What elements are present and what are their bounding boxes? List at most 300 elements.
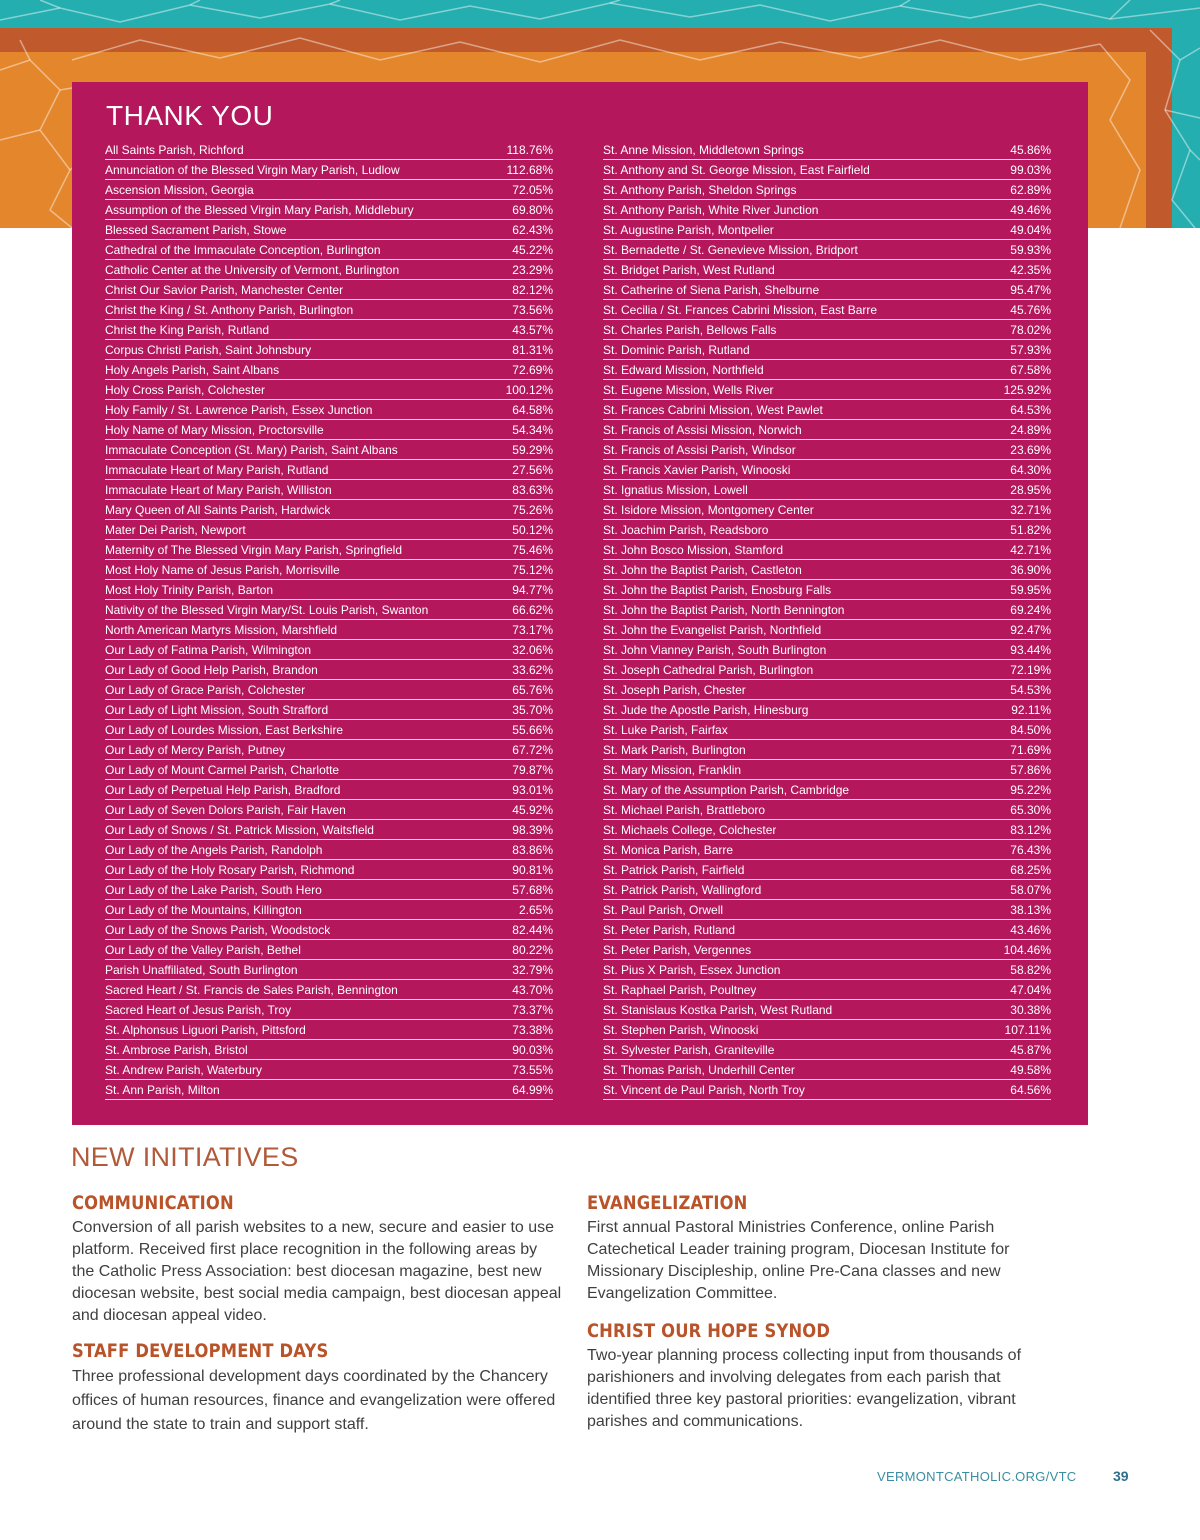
parish-percentage: 65.30% — [1010, 803, 1051, 817]
parish-row — [603, 360, 1051, 380]
parish-name: St. Anthony Parish, White River Junction — [603, 203, 819, 217]
parish-row — [105, 800, 553, 820]
parish-percentage: 66.62% — [512, 603, 553, 617]
parish-percentage: 94.77% — [512, 583, 553, 597]
parish-percentage: 125.92% — [1003, 383, 1051, 397]
parish-row — [603, 560, 1051, 580]
parish-name: Cathedral of the Immaculate Conception, Burlington — [105, 243, 381, 257]
parish-percentage: 98.39% — [512, 823, 553, 837]
parish-name: St. Anthony Parish, Sheldon Springs — [603, 183, 797, 197]
parish-name: St. Joseph Cathedral Parish, Burlington — [603, 663, 814, 677]
parish-percentage: 92.11% — [1011, 703, 1051, 717]
parish-name: St. Andrew Parish, Waterbury — [105, 1063, 262, 1077]
parish-name: St. Jude the Apostle Parish, Hinesburg — [603, 703, 809, 717]
parish-percentage: 32.71% — [1010, 503, 1051, 517]
parish-name: St. Joachim Parish, Readsboro — [603, 523, 769, 537]
parish-name: St. Mary Mission, Franklin — [603, 763, 742, 777]
parish-name: St. Patrick Parish, Fairfield — [603, 863, 745, 877]
parish-percentage: 45.22% — [512, 243, 553, 257]
parish-percentage: 80.22% — [512, 943, 553, 957]
parish-row — [603, 140, 1051, 160]
parish-percentage: 69.24% — [1010, 603, 1051, 617]
parish-percentage: 54.53% — [1010, 683, 1051, 697]
parish-percentage: 81.31% — [512, 343, 553, 357]
parish-percentage: 83.12% — [1010, 823, 1051, 837]
parish-name: St. Augustine Parish, Montpelier — [603, 223, 774, 237]
parish-percentage: 83.63% — [512, 483, 553, 497]
parish-name: Blessed Sacrament Parish, Stowe — [105, 223, 287, 237]
parish-row — [105, 600, 553, 620]
parish-row — [105, 680, 553, 700]
parish-name: St. Raphael Parish, Poultney — [603, 983, 757, 997]
parish-name: St. Francis of Assisi Parish, Windsor — [603, 443, 796, 457]
parish-row — [105, 1040, 553, 1060]
parish-percentage: 79.87% — [512, 763, 553, 777]
parish-name: St. Anne Mission, Middletown Springs — [603, 143, 804, 157]
parish-percentage: 90.03% — [512, 1043, 553, 1057]
parish-row — [105, 360, 553, 380]
parish-percentage: 104.46% — [1003, 943, 1051, 957]
parish-percentage: 64.53% — [1010, 403, 1051, 417]
parish-name: Mater Dei Parish, Newport — [105, 523, 246, 537]
parish-name: Mary Queen of All Saints Parish, Hardwick — [105, 503, 331, 517]
parish-name: St. Sylvester Parish, Graniteville — [603, 1043, 775, 1057]
parish-list-left — [105, 140, 553, 1100]
parish-row — [105, 700, 553, 720]
parish-row — [603, 180, 1051, 200]
parish-row — [105, 440, 553, 460]
parish-name: St. Ignatius Mission, Lowell — [603, 483, 748, 497]
parish-row — [603, 460, 1051, 480]
parish-percentage: 72.19% — [1010, 663, 1051, 677]
parish-percentage: 99.03% — [1010, 163, 1051, 177]
parish-row — [603, 1060, 1051, 1080]
parish-name: St. Mark Parish, Burlington — [603, 743, 746, 757]
parish-row — [603, 860, 1051, 880]
parish-row — [105, 320, 553, 340]
parish-name: Christ the King Parish, Rutland — [105, 323, 270, 337]
parish-row — [603, 980, 1051, 1000]
parish-name: St. Thomas Parish, Underhill Center — [603, 1063, 795, 1077]
parish-row — [105, 920, 553, 940]
parish-name: Our Lady of Fatima Parish, Wilmington — [105, 643, 312, 657]
parish-percentage: 62.89% — [1010, 183, 1051, 197]
parish-name: Immaculate Heart of Mary Parish, Rutland — [105, 463, 329, 477]
parish-percentage: 49.04% — [1010, 223, 1051, 237]
parish-row — [105, 820, 553, 840]
parish-row — [603, 580, 1051, 600]
parish-name: St. Ambrose Parish, Bristol — [105, 1043, 248, 1057]
staff-development-body: Three professional development days coordinated by the Chancery offices of human resources, finance and evangelization were offered around the state to train and support staff. — [72, 1368, 556, 1433]
parish-name: St. Anthony and St. George Mission, East Fairfield — [603, 163, 870, 177]
parish-percentage: 92.47% — [1010, 623, 1051, 637]
parish-row — [105, 220, 553, 240]
parish-row — [603, 520, 1051, 540]
parish-name: Our Lady of Snows / St. Patrick Mission, Waitsfield — [105, 823, 374, 837]
parish-percentage: 93.01% — [512, 783, 553, 797]
parish-percentage: 71.69% — [1010, 743, 1051, 757]
parish-name: Our Lady of Grace Parish, Colchester — [105, 683, 306, 697]
parish-row — [105, 260, 553, 280]
parish-percentage: 27.56% — [512, 463, 553, 477]
parish-percentage: 42.35% — [1010, 263, 1051, 277]
parish-name: Our Lady of Mercy Parish, Putney — [105, 743, 286, 757]
parish-percentage: 67.72% — [512, 743, 553, 757]
parish-row — [603, 380, 1051, 400]
parish-row — [603, 700, 1051, 720]
parish-name: Holy Family / St. Lawrence Parish, Essex Junction — [105, 403, 373, 417]
parish-row — [603, 600, 1051, 620]
parish-name: St. Isidore Mission, Montgomery Center — [603, 503, 814, 517]
parish-percentage: 28.95% — [1010, 483, 1051, 497]
parish-row — [603, 720, 1051, 740]
parish-row — [105, 180, 553, 200]
parish-row — [105, 780, 553, 800]
parish-percentage: 35.70% — [512, 703, 553, 717]
parish-name: Annunciation of the Blessed Virgin Mary Parish, Ludlow — [105, 163, 400, 177]
parish-percentage: 42.71% — [1010, 543, 1051, 557]
parish-name: All Saints Parish, Richford — [105, 143, 244, 157]
parish-name: St. John the Evangelist Parish, Northfield — [603, 623, 822, 637]
parish-row — [105, 640, 553, 660]
parish-row — [603, 840, 1051, 860]
parish-percentage: 95.22% — [1010, 783, 1051, 797]
parish-row — [603, 1040, 1051, 1060]
parish-percentage: 59.93% — [1010, 243, 1051, 257]
parish-percentage: 75.46% — [512, 543, 553, 557]
parish-row — [603, 320, 1051, 340]
parish-row — [105, 560, 553, 580]
parish-percentage: 73.56% — [512, 303, 553, 317]
parish-row — [105, 300, 553, 320]
parish-percentage: 78.02% — [1010, 323, 1051, 337]
parish-name: Ascension Mission, Georgia — [105, 183, 254, 197]
parish-percentage: 84.50% — [1010, 723, 1051, 737]
parish-name: Parish Unaffiliated, South Burlington — [105, 963, 298, 977]
parish-percentage: 30.38% — [1010, 1003, 1051, 1017]
parish-percentage: 43.46% — [1010, 923, 1051, 937]
parish-name: St. John the Baptist Parish, Enosburg Falls — [603, 583, 832, 597]
parish-name: Maternity of The Blessed Virgin Mary Parish, Springfield — [105, 543, 403, 557]
parish-percentage: 43.70% — [512, 983, 553, 997]
parish-row — [603, 640, 1051, 660]
parish-name: St. Francis of Assisi Mission, Norwich — [603, 423, 802, 437]
parish-percentage: 83.86% — [512, 843, 553, 857]
parish-name: St. Vincent de Paul Parish, North Troy — [603, 1083, 805, 1097]
parish-percentage: 45.87% — [1010, 1043, 1051, 1057]
parish-row — [603, 160, 1051, 180]
parish-percentage: 73.17% — [512, 623, 553, 637]
parish-row — [603, 940, 1051, 960]
parish-row — [603, 260, 1051, 280]
parish-percentage: 72.05% — [512, 183, 553, 197]
parish-name: St. Catherine of Siena Parish, Shelburne — [603, 283, 820, 297]
parish-name: Corpus Christi Parish, Saint Johnsbury — [105, 343, 312, 357]
parish-percentage: 50.12% — [512, 523, 553, 537]
parish-row — [105, 280, 553, 300]
parish-percentage: 45.92% — [512, 803, 553, 817]
parish-row — [105, 520, 553, 540]
parish-percentage: 23.29% — [512, 263, 553, 277]
parish-percentage: 95.47% — [1010, 283, 1051, 297]
parish-percentage: 107.11% — [1004, 1023, 1051, 1037]
parish-name: St. Stanislaus Kostka Parish, West Rutland — [603, 1003, 833, 1017]
parish-name: St. John Bosco Mission, Stamford — [603, 543, 784, 557]
parish-row — [105, 400, 553, 420]
parish-name: Sacred Heart of Jesus Parish, Troy — [105, 1003, 292, 1017]
parish-name: Our Lady of the Snows Parish, Woodstock — [105, 923, 331, 937]
parish-percentage: 57.93% — [1010, 343, 1051, 357]
parish-row — [603, 440, 1051, 460]
parish-row — [105, 1000, 553, 1020]
parish-name: Sacred Heart / St. Francis de Sales Parish, Bennington — [105, 983, 398, 997]
parish-row — [105, 1080, 553, 1100]
staff-development-heading: STAFF DEVELOPMENT DAYS — [72, 1340, 329, 1362]
parish-name: St. Francis Xavier Parish, Winooski — [603, 463, 791, 477]
parish-name: Most Holy Name of Jesus Parish, Morrisville — [105, 563, 340, 577]
parish-percentage: 118.76% — [506, 143, 553, 157]
communication-section — [72, 1192, 562, 1327]
thank-you-panel — [72, 82, 1088, 1125]
parish-percentage: 62.43% — [512, 223, 553, 237]
parish-row — [105, 940, 553, 960]
parish-name: St. John Vianney Parish, South Burlington — [603, 643, 827, 657]
parish-row — [603, 920, 1051, 940]
parish-percentage: 38.13% — [1010, 903, 1051, 917]
parish-percentage: 59.29% — [512, 443, 553, 457]
parish-name: St. Monica Parish, Barre — [603, 843, 734, 857]
thank-you-title: THANK YOU — [106, 100, 274, 131]
parish-row — [603, 400, 1051, 420]
parish-name: St. Paul Parish, Orwell — [603, 903, 724, 917]
parish-row — [603, 1000, 1051, 1020]
parish-percentage: 58.82% — [1010, 963, 1051, 977]
parish-row — [603, 800, 1051, 820]
parish-percentage: 75.26% — [512, 503, 553, 517]
parish-percentage: 47.04% — [1010, 983, 1051, 997]
parish-percentage: 73.55% — [512, 1063, 553, 1077]
parish-row — [105, 840, 553, 860]
parish-row — [603, 220, 1051, 240]
parish-list-right — [603, 140, 1051, 1100]
parish-percentage: 73.38% — [512, 1023, 553, 1037]
parish-percentage: 49.58% — [1010, 1063, 1051, 1077]
parish-name: St. Pius X Parish, Essex Junction — [603, 963, 781, 977]
parish-percentage: 32.79% — [512, 963, 553, 977]
parish-row — [105, 420, 553, 440]
parish-percentage: 93.44% — [1010, 643, 1051, 657]
parish-name: St. John the Baptist Parish, North Bennington — [603, 603, 845, 617]
parish-row — [603, 780, 1051, 800]
synod-section — [587, 1320, 1047, 1433]
parish-percentage: 49.46% — [1010, 203, 1051, 217]
parish-name: Our Lady of the Valley Parish, Bethel — [105, 943, 301, 957]
parish-row — [105, 720, 553, 740]
parish-name: Catholic Center at the University of Vermont, Burlington — [105, 263, 400, 277]
parish-row — [603, 740, 1051, 760]
parish-row — [105, 860, 553, 880]
parish-name: St. Michael Parish, Brattleboro — [603, 803, 766, 817]
parish-name: St. Frances Cabrini Mission, West Pawlet — [603, 403, 823, 417]
parish-name: Our Lady of the Angels Parish, Randolph — [105, 843, 323, 857]
parish-row — [105, 460, 553, 480]
parish-row — [105, 380, 553, 400]
communication-body: Conversion of all parish websites to a new, secure and easier to use platform. Received first place recognition in the following areas by the Catholic Press Association: best diocesan magazine, best new diocesan website, best social media campaign, best diocesan appeal and diocesan appeal video. — [72, 1219, 562, 1324]
parish-name: Our Lady of Good Help Parish, Brandon — [105, 663, 318, 677]
parish-percentage: 64.30% — [1010, 463, 1051, 477]
parish-percentage: 82.12% — [512, 283, 553, 297]
parish-name: North American Martyrs Mission, Marshfield — [105, 623, 338, 637]
parish-name: Our Lady of the Mountains, Killington — [105, 903, 302, 917]
communication-heading: COMMUNICATION — [72, 1192, 234, 1214]
parish-name: St. Ann Parish, Milton — [105, 1083, 220, 1097]
parish-name: St. Patrick Parish, Wallingford — [603, 883, 762, 897]
parish-row — [603, 420, 1051, 440]
synod-body: Two-year planning process collecting input from thousands of parishioners and involving delegates from each parish that identified three key pastoral priorities: evangelization, vibrant parishes and communications. — [587, 1347, 1022, 1430]
parish-name: Nativity of the Blessed Virgin Mary/St. Louis Parish, Swanton — [105, 603, 429, 617]
parish-percentage: 32.06% — [512, 643, 553, 657]
parish-percentage: 82.44% — [512, 923, 553, 937]
parish-percentage: 76.43% — [1010, 843, 1051, 857]
parish-name: St. Mary of the Assumption Parish, Cambridge — [603, 783, 850, 797]
parish-name: St. Alphonsus Liguori Parish, Pittsford — [105, 1023, 306, 1037]
parish-name: Immaculate Conception (St. Mary) Parish, Saint Albans — [105, 443, 398, 457]
parish-row — [105, 580, 553, 600]
parish-row — [603, 240, 1051, 260]
parish-row — [105, 1060, 553, 1080]
parish-name: St. John the Baptist Parish, Castleton — [603, 563, 802, 577]
parish-row — [603, 480, 1051, 500]
parish-percentage: 55.66% — [512, 723, 553, 737]
parish-percentage: 75.12% — [512, 563, 553, 577]
parish-row — [105, 980, 553, 1000]
parish-row — [603, 820, 1051, 840]
parish-row — [105, 200, 553, 220]
parish-percentage: 2.65% — [518, 903, 553, 917]
parish-row — [603, 1020, 1051, 1040]
parish-name: St. Peter Parish, Rutland — [603, 923, 736, 937]
parish-percentage: 112.68% — [506, 163, 553, 177]
parish-percentage: 64.99% — [512, 1083, 553, 1097]
parish-row — [105, 960, 553, 980]
parish-name: Immaculate Heart of Mary Parish, Williston — [105, 483, 332, 497]
parish-name: Holy Name of Mary Mission, Proctorsville — [105, 423, 324, 437]
parish-name: St. Joseph Parish, Chester — [603, 683, 746, 697]
parish-name: Our Lady of the Lake Parish, South Hero — [105, 883, 322, 897]
parish-name: St. Bernadette / St. Genevieve Mission, Bridport — [603, 243, 858, 257]
parish-percentage: 57.86% — [1010, 763, 1051, 777]
page-number: 39 — [1113, 1468, 1129, 1484]
parish-row — [603, 620, 1051, 640]
parish-percentage: 65.76% — [512, 683, 553, 697]
parish-percentage: 36.90% — [1010, 563, 1051, 577]
parish-name: St. Bridget Parish, West Rutland — [603, 263, 775, 277]
parish-row — [603, 900, 1051, 920]
evangelization-section — [587, 1192, 1047, 1305]
parish-name: St. Luke Parish, Fairfax — [603, 723, 728, 737]
parish-percentage: 90.81% — [512, 863, 553, 877]
synod-heading: CHRIST OUR HOPE SYNOD — [587, 1320, 831, 1342]
parish-name: Christ Our Savior Parish, Manchester Center — [105, 283, 344, 297]
new-initiatives-title: NEW INITIATIVES — [71, 1142, 299, 1172]
parish-name: Our Lady of the Holy Rosary Parish, Richmond — [105, 863, 355, 877]
parish-percentage: 73.37% — [512, 1003, 553, 1017]
parish-name: St. Edward Mission, Northfield — [603, 363, 764, 377]
parish-row — [603, 880, 1051, 900]
parish-name: Our Lady of Seven Dolors Parish, Fair Haven — [105, 803, 346, 817]
parish-percentage: 69.80% — [512, 203, 553, 217]
parish-percentage: 59.95% — [1010, 583, 1051, 597]
parish-percentage: 24.89% — [1010, 423, 1051, 437]
parish-name: Assumption of the Blessed Virgin Mary Parish, Middlebury — [105, 203, 414, 217]
evangelization-heading: EVANGELIZATION — [587, 1192, 748, 1214]
parish-name: Our Lady of Mount Carmel Parish, Charlotte — [105, 763, 340, 777]
parish-row — [603, 1080, 1051, 1100]
parish-percentage: 45.86% — [1010, 143, 1051, 157]
parish-name: Holy Angels Parish, Saint Albans — [105, 363, 280, 377]
parish-name: St. Dominic Parish, Rutland — [603, 343, 750, 357]
parish-percentage: 100.12% — [505, 383, 553, 397]
parish-name: St. Cecilia / St. Frances Cabrini Mission, East Barre — [603, 303, 878, 317]
parish-row — [105, 760, 553, 780]
parish-row — [105, 620, 553, 640]
parish-percentage: 58.07% — [1010, 883, 1051, 897]
parish-row — [603, 200, 1051, 220]
parish-row — [603, 760, 1051, 780]
parish-name: Holy Cross Parish, Colchester — [105, 383, 266, 397]
parish-row — [603, 540, 1051, 560]
parish-row — [603, 280, 1051, 300]
parish-row — [603, 660, 1051, 680]
footer-url-link[interactable]: VERMONTCATHOLIC.ORG/VTC — [877, 1469, 1077, 1484]
parish-row — [105, 880, 553, 900]
evangelization-body: First annual Pastoral Ministries Conference, online Parish Catechetical Leader training program, Diocesan Institute for Missionary Discipleship, online Pre-Cana classes and new Evangelization Committee. — [587, 1219, 1010, 1302]
parish-row — [603, 300, 1051, 320]
parish-name: St. Eugene Mission, Wells River — [603, 383, 774, 397]
parish-row — [105, 500, 553, 520]
parish-percentage: 23.69% — [1010, 443, 1051, 457]
parish-row — [105, 660, 553, 680]
parish-row — [603, 500, 1051, 520]
parish-name: Our Lady of Light Mission, South Strafford — [105, 703, 329, 717]
parish-row — [105, 160, 553, 180]
parish-name: St. Charles Parish, Bellows Falls — [603, 323, 777, 337]
parish-row — [603, 960, 1051, 980]
parish-name: Our Lady of Lourdes Mission, East Berkshire — [105, 723, 344, 737]
parish-row — [105, 1020, 553, 1040]
parish-percentage: 33.62% — [512, 663, 553, 677]
parish-percentage: 54.34% — [512, 423, 553, 437]
parish-name: Most Holy Trinity Parish, Barton — [105, 583, 274, 597]
staff-development-section — [72, 1340, 562, 1437]
parish-name: St. Stephen Parish, Winooski — [603, 1023, 759, 1037]
parish-row — [603, 340, 1051, 360]
parish-percentage: 43.57% — [512, 323, 553, 337]
parish-percentage: 64.58% — [512, 403, 553, 417]
parish-name: Our Lady of Perpetual Help Parish, Bradford — [105, 783, 341, 797]
parish-percentage: 64.56% — [1010, 1083, 1051, 1097]
parish-row — [105, 140, 553, 160]
parish-name: St. Peter Parish, Vergennes — [603, 943, 752, 957]
parish-row — [105, 340, 553, 360]
parish-percentage: 67.58% — [1010, 363, 1051, 377]
parish-row — [105, 740, 553, 760]
parish-percentage: 45.76% — [1010, 303, 1051, 317]
parish-name: Christ the King / St. Anthony Parish, Burlington — [105, 303, 354, 317]
parish-row — [105, 900, 553, 920]
parish-percentage: 57.68% — [512, 883, 553, 897]
parish-row — [603, 680, 1051, 700]
